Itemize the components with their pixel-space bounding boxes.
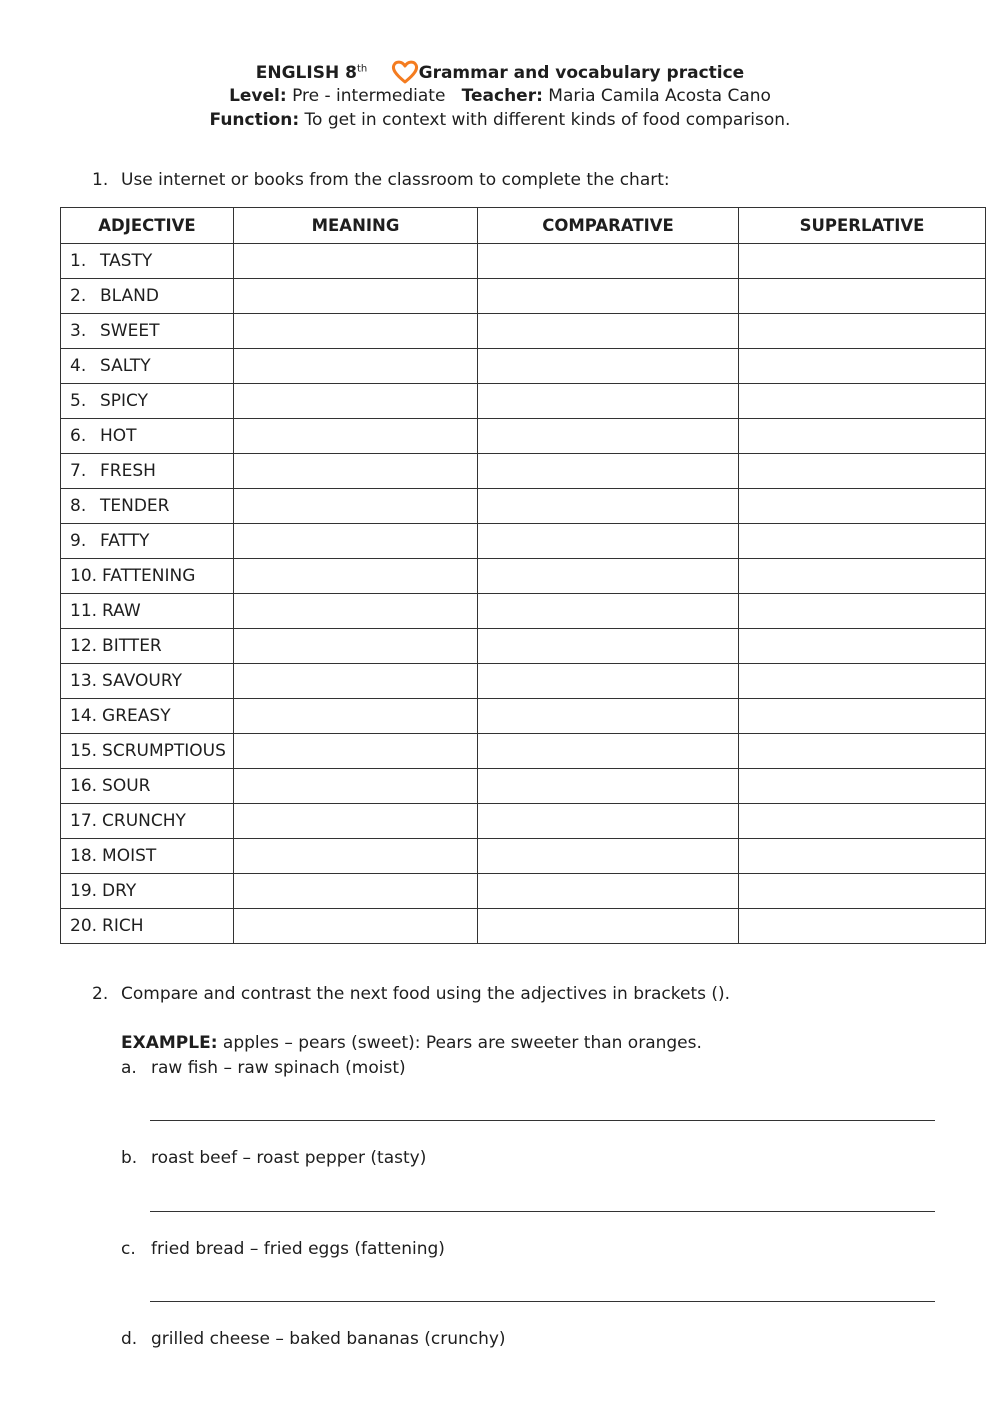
adjective-word: SCRUMPTIOUS	[102, 741, 226, 761]
row-number: 7.	[70, 461, 87, 481]
meaning-cell[interactable]	[234, 524, 478, 559]
comparative-cell[interactable]	[478, 489, 739, 524]
comparative-cell[interactable]	[478, 244, 739, 279]
superlative-cell[interactable]	[739, 489, 986, 524]
comparative-cell[interactable]	[478, 839, 739, 874]
adjective-cell	[61, 699, 234, 734]
item-letter: b.	[121, 1148, 138, 1168]
adjective-cell	[61, 629, 234, 664]
level-value: Pre - intermediate	[292, 86, 446, 106]
chart-row	[61, 664, 986, 699]
chart-row	[61, 244, 986, 279]
superlative-cell[interactable]	[739, 839, 986, 874]
item-letter: a.	[121, 1058, 137, 1078]
row-number: 5.	[70, 391, 87, 411]
adjective-cell	[61, 769, 234, 804]
chart-row	[61, 734, 986, 769]
item-letter: d.	[121, 1329, 138, 1349]
adjective-word: SAVOURY	[102, 671, 182, 691]
superlative-cell[interactable]	[739, 909, 986, 944]
item-text: grilled cheese – baked bananas (crunchy)	[151, 1329, 506, 1349]
adjective-word: SPICY	[100, 391, 149, 411]
meaning-cell[interactable]	[234, 244, 478, 279]
chart-row	[61, 489, 986, 524]
chart-row	[61, 629, 986, 664]
exercise2-item-d	[121, 1329, 506, 1349]
superlative-cell[interactable]	[739, 244, 986, 279]
chart-row	[61, 559, 986, 594]
superlative-cell[interactable]	[739, 384, 986, 419]
column-header-comparative: COMPARATIVE	[478, 208, 739, 244]
superlative-cell[interactable]	[739, 349, 986, 384]
adjective-word: TENDER	[100, 496, 170, 516]
comparative-cell[interactable]	[478, 524, 739, 559]
exercise2-number: 2.	[92, 984, 109, 1004]
adjective-cell	[61, 909, 234, 944]
exercise1-instruction	[92, 170, 670, 190]
adjective-cell	[61, 524, 234, 559]
adjective-cell	[61, 384, 234, 419]
meaning-cell[interactable]	[234, 664, 478, 699]
item-text: raw fish – raw spinach (moist)	[151, 1058, 406, 1078]
adjective-word: HOT	[100, 426, 137, 446]
adjective-word: FATTY	[100, 531, 150, 551]
column-header-superlative: SUPERLATIVE	[739, 208, 986, 244]
item-letter: c.	[121, 1239, 136, 1259]
exercise2-item-b	[121, 1148, 426, 1168]
superlative-cell[interactable]	[739, 419, 986, 454]
chart-row	[61, 839, 986, 874]
exercise2-item-c	[121, 1239, 445, 1259]
superlative-cell[interactable]	[739, 874, 986, 909]
chart-row	[61, 419, 986, 454]
row-number: 4.	[70, 356, 87, 376]
comparative-cell[interactable]	[478, 699, 739, 734]
function-line	[0, 108, 1000, 132]
adjective-cell	[61, 734, 234, 769]
comparative-cell[interactable]	[478, 629, 739, 664]
adjective-word: FRESH	[100, 461, 156, 481]
adjective-cell	[61, 454, 234, 489]
row-number: 2.	[70, 286, 87, 306]
course-superscript: th	[356, 63, 368, 75]
teacher-label: Teacher:	[461, 86, 543, 106]
comparative-cell[interactable]	[478, 349, 739, 384]
superlative-cell[interactable]	[739, 769, 986, 804]
chart-row	[61, 804, 986, 839]
comparative-cell[interactable]	[478, 559, 739, 594]
meaning-cell[interactable]	[234, 594, 478, 629]
adjective-word: GREASY	[102, 706, 171, 726]
exercise2-item-a	[121, 1058, 406, 1078]
example-label: EXAMPLE:	[121, 1033, 218, 1053]
meaning-cell[interactable]	[234, 279, 478, 314]
exercise1-text: Use internet or books from the classroom to complete the chart:	[121, 170, 670, 190]
function-value: To get in context with different kinds of food comparison.	[304, 110, 791, 130]
title-line	[0, 60, 1000, 84]
row-number: 16.	[70, 776, 98, 796]
heart-icon	[391, 60, 419, 84]
chart-row	[61, 314, 986, 349]
adjective-chart	[60, 207, 986, 944]
row-number: 19.	[70, 881, 98, 901]
meaning-cell[interactable]	[234, 839, 478, 874]
chart-row	[61, 699, 986, 734]
superlative-cell[interactable]	[739, 804, 986, 839]
adjective-cell	[61, 279, 234, 314]
superlative-cell[interactable]	[739, 699, 986, 734]
row-number: 15.	[70, 741, 98, 761]
chart-row	[61, 349, 986, 384]
chart-row	[61, 594, 986, 629]
answer-line-b[interactable]	[150, 1210, 935, 1212]
worksheet-header	[0, 60, 1000, 132]
comparative-cell[interactable]	[478, 734, 739, 769]
adjective-cell	[61, 559, 234, 594]
row-number: 6.	[70, 426, 87, 446]
meaning-cell[interactable]	[234, 454, 478, 489]
meaning-cell[interactable]	[234, 314, 478, 349]
answer-line-a[interactable]	[150, 1119, 935, 1121]
adjective-word: RAW	[102, 601, 141, 621]
meaning-cell[interactable]	[234, 769, 478, 804]
superlative-cell[interactable]	[739, 664, 986, 699]
comparative-cell[interactable]	[478, 279, 739, 314]
row-number: 3.	[70, 321, 87, 341]
exercise2-text: Compare and contrast the next food using the adjectives in brackets ().	[121, 984, 731, 1004]
adjective-word: SWEET	[100, 321, 160, 341]
chart-row	[61, 524, 986, 559]
level-label: Level:	[229, 86, 287, 106]
meaning-cell[interactable]	[234, 804, 478, 839]
worksheet-title: Grammar and vocabulary practice	[418, 63, 745, 83]
adjective-cell	[61, 349, 234, 384]
chart-row	[61, 454, 986, 489]
chart-row	[61, 384, 986, 419]
meaning-cell[interactable]	[234, 699, 478, 734]
column-header-meaning: MEANING	[234, 208, 478, 244]
superlative-cell[interactable]	[739, 594, 986, 629]
comparative-cell[interactable]	[478, 594, 739, 629]
chart-header-row	[61, 208, 986, 244]
comparative-cell[interactable]	[478, 384, 739, 419]
superlative-cell[interactable]	[739, 734, 986, 769]
adjective-cell	[61, 874, 234, 909]
example-text: apples – pears (sweet): Pears are sweeter than oranges.	[222, 1033, 702, 1053]
meaning-cell[interactable]	[234, 909, 478, 944]
row-number: 1.	[70, 251, 87, 271]
column-header-adjective: ADJECTIVE	[61, 208, 234, 244]
adjective-word: CRUNCHY	[102, 811, 186, 831]
adjective-word: SOUR	[102, 776, 151, 796]
row-number: 11.	[70, 601, 98, 621]
adjective-word: RICH	[102, 916, 144, 936]
superlative-cell[interactable]	[739, 524, 986, 559]
row-number: 18.	[70, 846, 98, 866]
chart-row	[61, 769, 986, 804]
row-number: 17.	[70, 811, 98, 831]
meaning-cell[interactable]	[234, 489, 478, 524]
superlative-cell[interactable]	[739, 559, 986, 594]
adjective-cell	[61, 244, 234, 279]
adjective-word: DRY	[102, 881, 137, 901]
adjective-word: MOIST	[102, 846, 157, 866]
adjective-cell	[61, 314, 234, 349]
superlative-cell[interactable]	[739, 629, 986, 664]
superlative-cell[interactable]	[739, 314, 986, 349]
comparative-cell[interactable]	[478, 874, 739, 909]
chart-row	[61, 874, 986, 909]
row-number: 14.	[70, 706, 98, 726]
comparative-cell[interactable]	[478, 804, 739, 839]
chart-row	[61, 909, 986, 944]
adjective-word: BITTER	[102, 636, 162, 656]
adjective-word: TASTY	[100, 251, 153, 271]
adjective-cell	[61, 804, 234, 839]
adjective-cell	[61, 664, 234, 699]
item-text: fried bread – fried eggs (fattening)	[151, 1239, 445, 1259]
adjective-word: SALTY	[100, 356, 151, 376]
chart-row	[61, 279, 986, 314]
adjective-cell	[61, 489, 234, 524]
teacher-value: Maria Camila Acosta Cano	[548, 86, 771, 106]
row-number: 12.	[70, 636, 98, 656]
row-number: 20.	[70, 916, 98, 936]
comparative-cell[interactable]	[478, 454, 739, 489]
adjective-cell	[61, 594, 234, 629]
meaning-cell[interactable]	[234, 629, 478, 664]
adjective-cell	[61, 839, 234, 874]
course-name: ENGLISH 8	[255, 63, 357, 83]
exercise2-instruction	[92, 984, 730, 1004]
item-text: roast beef – roast pepper (tasty)	[151, 1148, 427, 1168]
superlative-cell[interactable]	[739, 279, 986, 314]
comparative-cell[interactable]	[478, 664, 739, 699]
comparative-cell[interactable]	[478, 419, 739, 454]
meaning-cell[interactable]	[234, 419, 478, 454]
meaning-cell[interactable]	[234, 384, 478, 419]
adjective-word: FATTENING	[102, 566, 196, 586]
meaning-cell[interactable]	[234, 734, 478, 769]
level-line	[0, 84, 1000, 108]
meaning-cell[interactable]	[234, 874, 478, 909]
answer-line-c[interactable]	[150, 1300, 935, 1302]
comparative-cell[interactable]	[478, 909, 739, 944]
row-number: 10.	[70, 566, 98, 586]
example-line	[121, 1033, 702, 1053]
comparative-cell[interactable]	[478, 314, 739, 349]
meaning-cell[interactable]	[234, 349, 478, 384]
superlative-cell[interactable]	[739, 454, 986, 489]
row-number: 13.	[70, 671, 98, 691]
function-label: Function:	[209, 110, 300, 130]
adjective-cell	[61, 419, 234, 454]
adjective-word: BLAND	[100, 286, 159, 306]
meaning-cell[interactable]	[234, 559, 478, 594]
row-number: 8.	[70, 496, 87, 516]
row-number: 9.	[70, 531, 87, 551]
exercise1-number: 1.	[92, 170, 109, 190]
comparative-cell[interactable]	[478, 769, 739, 804]
